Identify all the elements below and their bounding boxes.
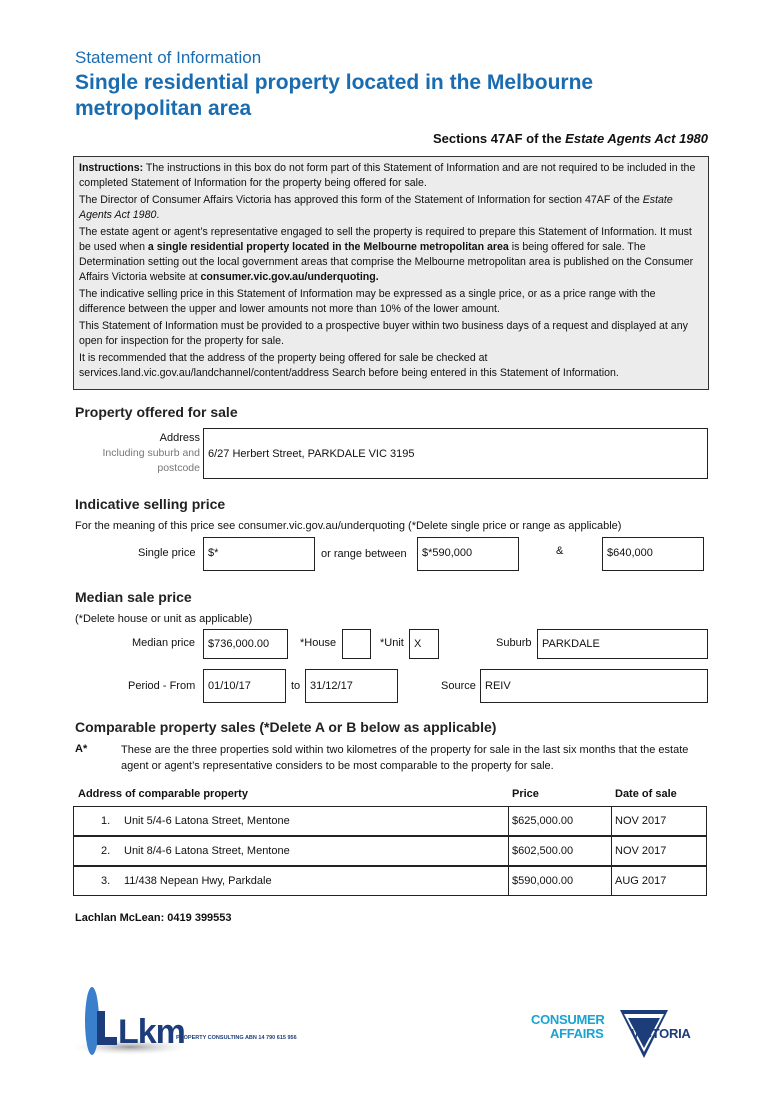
instructions-p2-act: Estate Agents Act 1980 bbox=[79, 193, 673, 222]
page-title: Single residential property located in the Melbourne metropolitan area bbox=[75, 71, 594, 120]
column-divider bbox=[508, 837, 509, 865]
table-row bbox=[73, 866, 707, 896]
median-price-field[interactable] bbox=[203, 629, 288, 659]
suburb-value: PARKDALE bbox=[542, 638, 600, 650]
instructions-p6: It is recommended that the address of the property being offered for sale be checked at services.land.vic.gov.au/landchannel/content/address Search before being entered in this Statement of Information. bbox=[79, 351, 619, 380]
period-from-value: 01/10/17 bbox=[208, 680, 251, 692]
house-checkbox[interactable] bbox=[342, 629, 371, 659]
median-note: (*Delete house or unit as applicable) bbox=[75, 613, 253, 625]
lkm-logo bbox=[70, 985, 330, 1065]
median-price-label: Median price bbox=[132, 637, 195, 649]
row-price: $625,000.00 bbox=[512, 815, 574, 827]
instructions-p3b: is being offered for sale. The Determination setting out the local government areas that comprise the Melbourne metropolitan area is published on the Consumer Affairs Victoria website at bbox=[79, 241, 694, 284]
address-label: Address bbox=[159, 432, 200, 444]
house-label: *House bbox=[300, 637, 337, 649]
cav-line-2: AFFAIRS bbox=[550, 1026, 604, 1041]
table-row bbox=[73, 806, 707, 836]
instructions-p3-bold: a single residential property located in the Melbourne metropolitan area bbox=[147, 241, 509, 254]
instructions-p5: This Statement of Information must be provided to a prospective buyer within two business days of a request and displayed at any open for inspection for the property for sale. bbox=[79, 320, 688, 348]
agent-contact: Lachlan McLean: 0419 399553 bbox=[75, 912, 232, 924]
single-price-label: Single price bbox=[138, 547, 196, 559]
property-heading: Property offered for sale bbox=[75, 404, 238, 420]
period-to-value: 31/12/17 bbox=[310, 680, 353, 692]
indicative-heading: Indicative selling price bbox=[75, 496, 226, 512]
row-number: 1. bbox=[101, 815, 111, 827]
source-value: REIV bbox=[485, 680, 511, 692]
cav-line-3: VICTORIA bbox=[631, 1026, 691, 1041]
property-address-field[interactable] bbox=[203, 428, 708, 479]
cav-logo bbox=[528, 1008, 710, 1063]
table-row bbox=[73, 836, 707, 866]
instructions-box bbox=[73, 156, 709, 390]
period-to-label: to bbox=[291, 680, 301, 692]
column-divider bbox=[611, 807, 612, 835]
suburb-label: Suburb bbox=[496, 637, 532, 649]
lkm-tagline: PROPERTY CONSULTING ABN 14 790 615 956 bbox=[176, 1035, 297, 1041]
row-number: 3. bbox=[101, 875, 111, 887]
instructions-p2b: . bbox=[156, 209, 160, 222]
row-address: Unit 8/4-6 Latona Street, Mentone bbox=[124, 845, 290, 857]
median-heading: Median sale price bbox=[75, 589, 192, 605]
cav-line-1: CONSUMER bbox=[531, 1012, 605, 1027]
range-label: or range between bbox=[321, 548, 407, 560]
row-address: 11/438 Nepean Hwy, Parkdale bbox=[124, 875, 272, 887]
instructions-lead: Instructions: bbox=[79, 162, 144, 174]
row-date: NOV 2017 bbox=[615, 845, 667, 857]
row-price: $602,500.00 bbox=[512, 845, 574, 857]
unit-label: *Unit bbox=[380, 637, 404, 649]
sections-prefix: Sections 47AF of the bbox=[432, 131, 566, 146]
range-low-field[interactable] bbox=[417, 537, 519, 571]
lkm-wordmark: Lkm bbox=[118, 1013, 185, 1051]
option-a-text: These are the three properties sold within two kilometres of the property for sale in the last six months that the estate agent or agent’s representative considers to be most comparable to the property for sale. bbox=[121, 744, 689, 772]
option-a-label: A* bbox=[75, 743, 88, 755]
row-price: $590,000.00 bbox=[512, 875, 574, 887]
col-address-header: Address of comparable property bbox=[78, 788, 248, 800]
suburb-field[interactable] bbox=[537, 629, 708, 659]
row-date: NOV 2017 bbox=[615, 815, 667, 827]
sections-reference bbox=[433, 131, 708, 146]
column-divider bbox=[508, 807, 509, 835]
instructions-p4: The indicative selling price in this Statement of Information may be expressed as a single price, or as a price range with the difference between the upper and lower amounts not more than 10% of the lower amount. bbox=[79, 288, 656, 316]
property-address-value: 6/27 Herbert Street, PARKDALE VIC 3195 bbox=[208, 447, 415, 460]
range-high-field[interactable] bbox=[602, 537, 704, 571]
sections-act: Estate Agents Act 1980 bbox=[565, 131, 708, 146]
median-price-value: $736,000.00 bbox=[208, 638, 270, 650]
range-ampersand: & bbox=[556, 545, 564, 557]
single-price-field[interactable] bbox=[203, 537, 315, 571]
underquoting-link[interactable]: consumer.vic.gov.au/underquoting. bbox=[200, 271, 379, 284]
row-number: 2. bbox=[101, 845, 111, 857]
period-label: Period - From bbox=[128, 680, 196, 692]
lkm-logo-mark bbox=[70, 985, 330, 1065]
comparable-heading: Comparable property sales (*Delete A or B below as applicable) bbox=[75, 719, 497, 735]
range-high-value: $640,000 bbox=[607, 547, 653, 559]
column-divider bbox=[611, 837, 612, 865]
instructions-p3a: The estate agent or agent’s representative engaged to sell the property is required to prepare this Statement of Information. It must be used when bbox=[79, 225, 692, 254]
source-field[interactable] bbox=[480, 669, 708, 703]
period-from-field[interactable] bbox=[203, 669, 286, 703]
range-low-value: $*590,000 bbox=[422, 547, 473, 559]
col-date-header: Date of sale bbox=[615, 788, 677, 800]
indicative-note: For the meaning of this price see consumer.vic.gov.au/underquoting (*Delete single price or range as applicable) bbox=[75, 520, 622, 532]
form-subtitle: Statement of Information bbox=[75, 48, 262, 67]
row-date: AUG 2017 bbox=[615, 875, 667, 887]
single-price-value: $* bbox=[208, 547, 219, 559]
address-sublabel-2: postcode bbox=[157, 462, 200, 474]
column-divider bbox=[508, 867, 509, 895]
row-address: Unit 5/4-6 Latona Street, Mentone bbox=[124, 815, 290, 827]
source-label: Source bbox=[441, 680, 476, 692]
column-divider bbox=[611, 867, 612, 895]
instructions-p1: The instructions in this box do not form part of this Statement of Information and are not required to be included in the completed Statement of Information for the property being offered for sale. bbox=[79, 162, 696, 190]
period-to-field[interactable] bbox=[305, 669, 398, 703]
unit-value: X bbox=[414, 638, 422, 650]
unit-checkbox[interactable] bbox=[409, 629, 439, 659]
instructions-p2a: The Director of Consumer Affairs Victoria has approved this form of the Statement of Information for section 47AF of the bbox=[79, 193, 643, 206]
address-sublabel-1: Including suburb and bbox=[102, 447, 200, 459]
col-price-header: Price bbox=[512, 788, 539, 800]
